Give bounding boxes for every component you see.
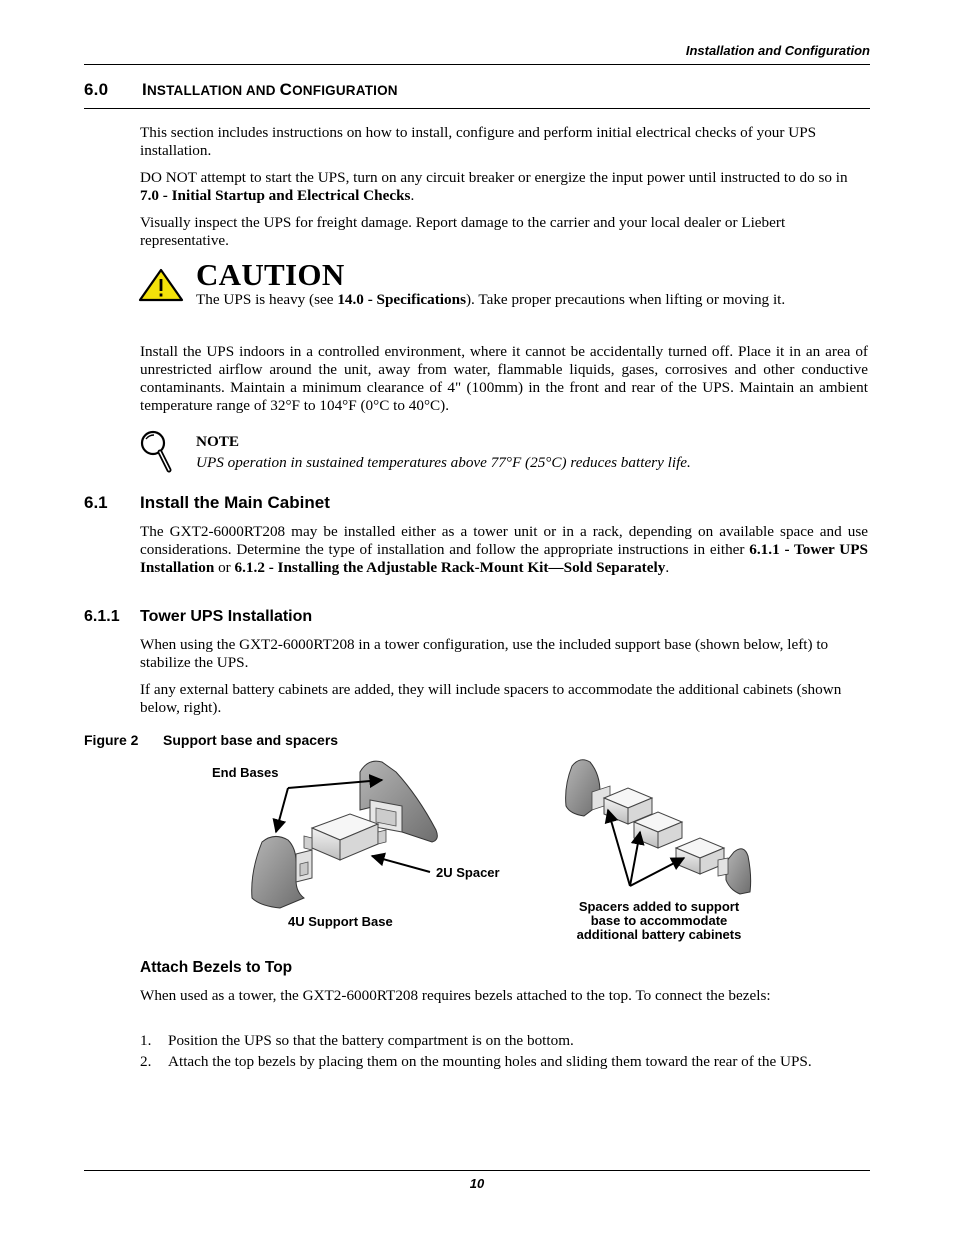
rear-end-base-right — [566, 760, 610, 816]
caution-title: CAUTION — [196, 257, 345, 292]
section-title-initial-1: I — [142, 80, 147, 99]
intro-paragraph-3: Visually inspect the UPS for freight damage. Report damage to the carrier and your local dealer or Liebert representative. — [140, 214, 786, 249]
page-number: 10 — [469, 1176, 485, 1191]
warning-triangle-icon — [138, 268, 184, 302]
startup-reference-link[interactable]: 7.0 - Initial Startup and Electrical Checks — [140, 187, 411, 204]
subsection-heading-6-1: 6.1 Install the Main Cabinet — [84, 493, 330, 512]
callout-end-bases: End Bases — [212, 765, 279, 780]
section-number: 6.0 — [84, 80, 109, 99]
note-title: NOTE — [196, 433, 240, 450]
intro-paragraph-1: This section includes instructions on how to install, configure and perform initial electrical checks of your UPS installation. — [140, 124, 817, 159]
callout-4u-support-base: 4U Support Base — [288, 914, 393, 929]
bezels-paragraph: When used as a tower, the GXT2-6000RT208 requires bezels attached to the top. To connect the bezels: — [140, 987, 771, 1004]
front-end-base — [252, 836, 312, 908]
footer-rule — [84, 1170, 870, 1171]
note-text: UPS operation in sustained temperatures above 77°F (25°C) reduces battery life. — [196, 454, 691, 471]
rack-mount-link[interactable]: 6.1.2 - Installing the Adjustable Rack-Mount Kit—Sold Separately — [234, 559, 666, 576]
caution-text: The UPS is heavy (see 14.0 - Specifications). Take proper precautions when lifting or moving it. — [196, 291, 786, 308]
subsection-heading-6-1-1: 6.1.1 Tower UPS Installation — [84, 608, 313, 625]
callout-2u-spacer: 2U Spacer — [436, 865, 500, 880]
spacers-arrow-2 — [630, 832, 640, 886]
header-rule — [84, 64, 870, 65]
running-header: Installation and Configuration — [685, 43, 870, 58]
spacer-right-3 — [676, 838, 724, 874]
specifications-reference-link[interactable]: 14.0 - Specifications — [337, 291, 466, 308]
tower-installation-link[interactable]: 6.1.1 - Tower UPS Installation — [140, 541, 869, 576]
spacer-2u-arrow — [372, 856, 430, 872]
section-title-initial-2: C — [279, 80, 293, 99]
tower-paragraph-1: When using the GXT2-6000RT208 in a tower configuration, use the included support base (shown below, left) to stabilize the UPS. — [140, 636, 829, 671]
section-rule — [84, 108, 870, 109]
callout-spacers-added: Spacers added to support base to accommodate additional battery cabinets — [576, 899, 742, 942]
bezels-heading: Attach Bezels to Top — [140, 959, 293, 976]
intro-paragraph-2: DO NOT attempt to start the UPS, turn on any circuit breaker or energize the input power until instructed to do so in 7.0 - Initial Startup and Electrical Checks. — [140, 169, 848, 204]
list-item: 2. Attach the top bezels by placing them on the mounting holes and sliding them toward the rear of the UPS. — [140, 1053, 812, 1070]
environment-paragraph: Install the UPS indoors in a controlled environment, where it cannot be accidentally turned off. Place it in an area of unrestricted airflow around the unit, away from water, flammable liquids, gases, corrosives and other conductive contaminants. Maintain a minimum clearance of 4" (100mm) in the front and rear of the UPS. Maintain an ambient temperature range of 32°F to 104°F (0°C to 40°C). — [140, 343, 868, 414]
list-item: 1. Position the UPS so that the battery compartment is on the bottom. — [140, 1032, 574, 1049]
figure-caption: Figure 2 Support base and spacers — [84, 732, 339, 748]
section-title-rest-1: NSTALLATION AND — [146, 83, 280, 98]
section-title-rest-2: ONFIGURATION — [292, 83, 398, 98]
tower-paragraph-2: If any external battery cabinets are added, they will include spacers to accommodate the additional cabinets (shown below, right). — [140, 681, 842, 716]
subsection-6-1-paragraph: The GXT2-6000RT208 may be installed either as a tower unit or in a rack, depending on available space and use considerations. Determine the type of installation and follow the appropriate instructions in either 6.1.1 - Tower UPS Installation or 6.1.2 - Installing the Adjustable Rack-Mount Kit—Sold Separately. — [140, 523, 869, 576]
section-heading — [84, 80, 398, 100]
spacers-arrow-3 — [630, 858, 684, 886]
magnifier-icon — [138, 428, 174, 476]
end-bases-arrow-1 — [276, 788, 288, 832]
